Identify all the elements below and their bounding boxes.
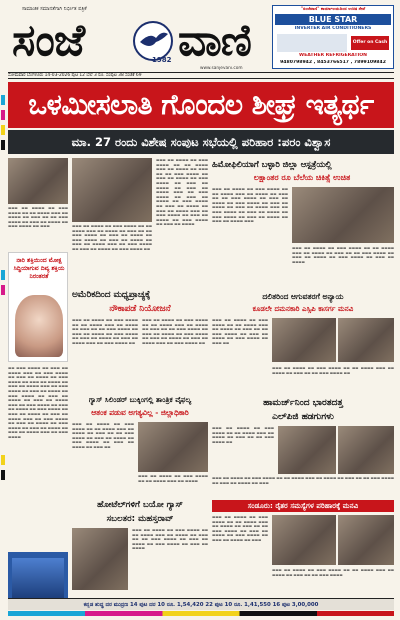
registration-mark-m2 — [1, 285, 5, 295]
masthead — [12, 14, 282, 68]
gas-title: ಗ್ಯಾಸ್ ಸಿಲಿಂಡರ್ ಬುಕ್ಕಿಂಗಲ್ಲಿ ತಾಂತ್ರಿಕ ವೈಫಲ್ಯ — [88, 395, 192, 404]
masthead-left: ಸಂಜೆ — [12, 15, 85, 66]
usa-subtitle: ನೌಕಾಪಡೆ ನಿಯೋಜನೆ — [109, 304, 171, 314]
registration-mark-k2 — [1, 470, 5, 480]
registration-mark-c2 — [1, 270, 5, 280]
left-column-text: ▬▬▬ ▬▬ ▬▬▬▬ ▬▬ ▬▬▬ ▬▬▬▬ ▬▬ ▬▬ ▬▬▬▬ ▬▬▬ ▬▬ ▬▬▬▬ ▬▬ ▬▬▬ ▬▬ ▬▬ ▬▬▬ ▬▬▬▬ ▬▬ ▬▬▬ ▬▬ ▬▬▬▬ ▬▬ ▬▬▬ ▬▬▬▬ ▬▬ ▬▬▬ — [8, 206, 68, 229]
photo-seer — [8, 158, 68, 204]
hospital-text: ▬▬▬ ▬▬ ▬▬▬▬ ▬▬ ▬▬▬ ▬▬▬▬ ▬▬ ▬▬ ▬▬▬▬ ▬▬▬ ▬▬ ▬▬▬▬ ▬▬ ▬▬▬ ▬▬ ▬▬ ▬▬▬ ▬▬▬▬ ▬▬ ▬▬▬ ▬▬ ▬▬▬▬ ▬▬ ▬▬▬ ▬▬▬▬ ▬▬ ▬▬▬ ▬▬ ▬▬▬▬ ▬▬ ▬▬▬ ▬▬ ▬▬▬▬ ▬▬▬ ▬▬ ▬▬▬ ▬▬▬▬ ▬▬ ▬▬▬ ▬▬ ▬▬▬▬ ▬▬ ▬▬▬ ▬▬▬▬ ▬▬ ▬▬▬ ▬▬ ▬▬▬▬ ▬▬ ▬▬▬ ▬▬ ▬▬▬▬ ▬▬▬ — [212, 187, 288, 224]
dalit-title: ದಲಿತರಿಂದ ಆಗುವತರಗೆ ಅನ್ಯಾಯ — [262, 292, 344, 301]
left-column-lower-text: ▬▬ ▬▬▬ ▬▬▬▬ ▬▬ ▬▬▬ ▬▬ ▬▬▬▬ ▬▬▬ ▬▬ ▬▬▬ ▬▬▬▬ ▬▬ ▬▬▬ ▬▬ ▬▬▬▬ ▬▬ ▬▬▬ ▬▬▬▬ ▬▬ ▬▬▬ ▬▬ ▬▬▬▬ ▬▬ ▬▬▬ ▬▬ ▬▬▬▬ ▬▬▬ ▬▬ ▬▬▬ ▬▬▬▬ ▬▬ ▬▬▬ ▬▬ ▬▬▬▬ ▬▬ ▬▬▬ ▬▬▬▬ ▬▬ ▬▬▬ ▬▬ ▬▬▬▬ ▬▬ ▬▬▬ ▬▬ ▬▬▬▬ ▬▬▬ ▬▬ ▬▬▬ ▬▬▬▬ ▬▬ ▬▬▬ ▬▬ ▬▬▬▬ ▬▬ ▬▬▬ ▬▬▬▬ ▬▬ ▬▬▬ ▬▬ ▬▬▬▬ ▬▬ ▬▬▬ ▬▬ ▬▬▬▬ ▬▬▬ ▬▬ ▬▬▬ ▬▬▬▬ ▬▬ ▬▬▬ ▬▬ ▬▬▬▬ ▬▬ ▬▬▬ ▬▬▬▬ ▬▬ ▬▬▬ ▬▬ ▬▬▬▬ ▬▬ ▬▬▬ ▬▬ ▬▬▬▬ ▬▬▬ ▬▬ ▬▬▬ ▬▬▬▬ — [8, 366, 68, 439]
photo-sandur-2 — [338, 515, 394, 565]
photo-hotel — [72, 528, 128, 590]
hospital-subtitle: ಲಕ್ಷಾಂತರ ರೂ ಬೆಲೆಯ ಚಿಕಿತ್ಸೆ ಉಚಿತ — [253, 173, 351, 182]
gas-text-2: ▬▬▬ ▬▬ ▬▬▬▬ ▬▬ ▬▬▬ ▬▬▬▬ ▬▬ ▬▬ ▬▬▬▬ ▬▬▬ ▬▬ ▬▬▬▬ — [138, 474, 208, 483]
gas-text: ▬▬▬ ▬▬ ▬▬▬▬ ▬▬ ▬▬▬ ▬▬▬▬ ▬▬ ▬▬ ▬▬▬▬ ▬▬▬ ▬▬ ▬▬▬▬ ▬▬ ▬▬▬ ▬▬ ▬▬ ▬▬▬ ▬▬▬▬ ▬▬ ▬▬▬ ▬▬ ▬▬▬▬ ▬▬ ▬▬▬ ▬▬▬▬ ▬▬ ▬▬▬ ▬▬ ▬▬▬▬ ▬▬ ▬▬▬ ▬▬ — [72, 422, 134, 449]
photo-dalit-2 — [338, 318, 394, 362]
registration-mark-y2 — [1, 455, 5, 465]
usa-text: ▬▬▬ ▬▬ ▬▬▬▬ ▬▬ ▬▬▬ ▬▬▬▬ ▬▬ ▬▬ ▬▬▬▬ ▬▬▬ ▬▬ ▬▬▬▬ ▬▬ ▬▬▬ ▬▬ ▬▬ ▬▬▬ ▬▬▬▬ ▬▬ ▬▬▬ ▬▬ ▬▬▬▬ ▬▬ ▬▬▬ ▬▬▬▬ ▬▬ ▬▬▬ ▬▬ ▬▬▬▬ ▬▬ ▬▬▬ ▬▬ ▬▬▬▬ ▬▬▬ ▬▬ ▬▬▬ ▬▬▬▬ ▬▬ — [72, 318, 138, 345]
hamburg-text: ▬▬▬ ▬▬ ▬▬▬▬ ▬▬ ▬▬▬ ▬▬▬▬ ▬▬ ▬▬ ▬▬▬▬ ▬▬▬ ▬▬ ▬▬▬▬ ▬▬ ▬▬▬ ▬▬ ▬▬ ▬▬▬ ▬▬▬▬ ▬▬ — [212, 426, 274, 444]
ad-footer: WEATHER REFRIGERATION — [299, 53, 367, 58]
gas-subtitle: ಆತಂಕ ಪಡುವ ಅಗತ್ಯವಿಲ್ಲ - ಜಿಲ್ಲಾಧಿಕಾರಿ — [91, 408, 189, 417]
top-tagline: ಸಾಮಾಜಿಕ ಸಮಾನತೆಗಾಗಿ ನಿರ್ಭೀತ ಪತ್ರಿಕೆ — [22, 6, 87, 12]
headline: ಒಳಮೀಸಲಾತಿ ಗೊಂದಲ ಶೀಘ್ರ ಇತ್ಯರ್ಥ — [8, 82, 394, 128]
left-bottom-ad[interactable] — [8, 552, 68, 604]
center-column-text: ▬▬▬ ▬▬ ▬▬▬▬ ▬▬ ▬▬▬ ▬▬▬▬ ▬▬ ▬▬ ▬▬▬▬ ▬▬▬ ▬▬ ▬▬▬▬ ▬▬ ▬▬▬ ▬▬ ▬▬ ▬▬▬ ▬▬▬▬ ▬▬ ▬▬▬ ▬▬ ▬▬▬▬ ▬▬ ▬▬▬ ▬▬▬▬ ▬▬ ▬▬▬ ▬▬ ▬▬▬▬ ▬▬ ▬▬▬ ▬▬ ▬▬▬▬ ▬▬▬ ▬▬ ▬▬▬ ▬▬▬▬ ▬▬ ▬▬▬ ▬▬ ▬▬▬▬ ▬▬ ▬▬▬ ▬▬▬▬ ▬▬ ▬▬▬ ▬▬ ▬▬▬▬ ▬▬ ▬▬▬ ▬▬ ▬▬▬▬ ▬▬▬ ▬▬ ▬▬▬ ▬▬▬▬ ▬▬ ▬▬▬ ▬▬ ▬▬▬▬ ▬▬ ▬▬▬ ▬▬▬▬ ▬▬ ▬▬▬ ▬▬ ▬▬▬▬ — [156, 158, 208, 227]
hotel-title: ಹೋಟೆಲ್‌ಗಳಿಗೆ ಬಯೋ ಗ್ಯಾಸ್ — [97, 500, 183, 510]
color-bar — [8, 611, 394, 616]
photo-hamburg-1 — [278, 426, 336, 474]
women-title: ನಾರಿ ಶಕ್ತಿಯಿಂದ ಮೋಕ್ಷ ಸಿದ್ಧಿಯಾಗುವ ದಿವ್ಯ ಶಕ್ತಿಯ ನಿರಂತರತೆ — [13, 257, 65, 280]
ad-ac-unit — [277, 34, 347, 52]
ad-box[interactable] — [272, 5, 394, 69]
dalit-text-2: ▬▬▬ ▬▬ ▬▬▬▬ ▬▬ ▬▬▬ ▬▬▬▬ ▬▬ ▬▬ ▬▬▬▬ ▬▬▬ ▬▬ ▬▬▬▬ ▬▬ ▬▬▬ ▬▬ ▬▬ ▬▬▬ ▬▬▬▬ ▬▬ — [272, 366, 394, 375]
hamburg-text-2: ▬▬▬ ▬▬ ▬▬▬▬ ▬▬ ▬▬▬ ▬▬▬▬ ▬▬ ▬▬ ▬▬▬▬ ▬▬▬ ▬▬ ▬▬▬▬ ▬▬ ▬▬▬ ▬▬ ▬▬ ▬▬▬ ▬▬▬▬ ▬▬ ▬▬▬ ▬▬ ▬▬▬▬ ▬▬ ▬▬▬ — [212, 476, 394, 485]
photo-ceremony — [72, 158, 152, 222]
women-box — [8, 252, 68, 362]
subheadline: ಮಾ. 27 ರಂದು ವಿಶೇಷ ಸಂಪುಟ ಸಭೆಯಲ್ಲಿ ಪರಿಹಾರ :ಪರಂ ವಿಶ್ವಾಸ — [8, 130, 394, 154]
registration-mark-m — [1, 110, 5, 120]
website: www.sanjevani.com — [200, 66, 243, 71]
sandur-text: ▬▬▬ ▬▬ ▬▬▬▬ ▬▬ ▬▬▬ ▬▬▬▬ ▬▬ ▬▬ ▬▬▬▬ ▬▬▬ ▬▬ ▬▬▬▬ ▬▬ ▬▬▬ ▬▬ ▬▬ ▬▬▬ ▬▬▬▬ ▬▬ ▬▬▬ ▬▬ ▬▬▬▬ ▬▬ ▬▬▬ ▬▬▬▬ ▬▬ ▬▬▬ ▬▬ ▬▬▬▬ ▬▬ ▬▬▬ — [212, 515, 268, 542]
ad-phone: 9480798942 , 8453766517 , 7899109842 — [280, 60, 386, 65]
dalit-text: ▬▬▬ ▬▬ ▬▬▬▬ ▬▬ ▬▬▬ ▬▬▬▬ ▬▬ ▬▬ ▬▬▬▬ ▬▬▬ ▬▬ ▬▬▬▬ ▬▬ ▬▬▬ ▬▬ ▬▬ ▬▬▬ ▬▬▬▬ ▬▬ ▬▬▬ ▬▬ ▬▬▬▬ ▬▬ ▬▬▬ ▬▬▬▬ ▬▬ ▬▬▬ ▬▬ — [212, 318, 268, 345]
hospital-text-2: ▬▬▬ ▬▬ ▬▬▬▬ ▬▬ ▬▬▬ ▬▬▬▬ ▬▬ ▬▬ ▬▬▬▬ ▬▬▬ ▬▬ ▬▬▬▬ ▬▬ ▬▬▬ ▬▬ ▬▬ ▬▬▬ ▬▬▬▬ ▬▬ ▬▬▬ ▬▬ ▬▬▬▬ ▬▬ ▬▬▬ ▬▬▬▬ ▬▬ ▬▬▬ ▬▬ ▬▬▬▬ — [292, 246, 394, 264]
hamburg-subtitle: ಎಲ್‌ಪಿಜಿ ಹಡಗುಗಳು — [272, 412, 334, 422]
ad-brand: BLUE STAR — [275, 14, 391, 25]
footer-bar: ಕನ್ನಡ ಶುದ್ಧ ದರ ಮುದ್ರಣ 14 ಪುಟ ದರ 10 ರೂ. 1,54,420 22 ಪುಟ 10 ರೂ. 1,41,550 16 ಪುಟ 3,00,000 — [8, 598, 394, 610]
masthead-right: ವಾಣಿ — [178, 15, 251, 66]
registration-mark-c — [1, 95, 5, 105]
center-left-text: ▬▬▬ ▬▬ ▬▬▬▬ ▬▬ ▬▬▬ ▬▬▬▬ ▬▬ ▬▬ ▬▬▬▬ ▬▬▬ ▬▬ ▬▬▬▬ ▬▬ ▬▬▬ ▬▬ ▬▬ ▬▬▬ ▬▬▬▬ ▬▬ ▬▬▬ ▬▬ ▬▬▬▬ ▬▬ ▬▬▬ ▬▬▬▬ ▬▬ ▬▬▬ ▬▬ ▬▬▬▬ ▬▬ ▬▬▬ ▬▬ ▬▬▬▬ ▬▬▬ ▬▬ ▬▬▬ ▬▬▬▬ ▬▬ ▬▬▬ ▬▬ ▬▬▬▬ ▬▬ ▬▬▬ ▬▬▬▬ ▬▬ — [72, 224, 152, 251]
photo-hamburg-2 — [338, 426, 394, 474]
photo-dalit-1 — [272, 318, 336, 362]
photo-hospital — [292, 187, 394, 243]
photo-official — [138, 422, 208, 472]
ad-banner-top: "ಸಂಜೆವಾಣಿ" ಕಾರ್ಯಾಲಯದಿಂದ ಉಚಿತ ಸೇವೆ — [300, 6, 366, 11]
photo-sandur-1 — [272, 515, 336, 565]
hospital-title: ಹಿಮೋಫಿಲಿಯಾಗೆ ಬಳ್ಳಾರಿ ಜಿಲ್ಲಾ ಆಸ್ಪತ್ರೆಯಲ್ಲಿ — [212, 159, 332, 169]
usa-title: ಅಮೆರಿಕದಿಂದ ಮಧ್ಯಪ್ರಾಚ್ಯಕ್ಕೆ — [72, 290, 151, 300]
hamburg-title: ಹಾಮರ್ಜ್‌ನಿಂದ ಭಾರತದತ್ತ — [263, 398, 343, 408]
sandur-title: ಸಂಡೂರು: ರೈತರ ಸಮಸ್ಯೆಗಳ ಪರಿಹಾರಕ್ಕೆ ಮನವಿ — [212, 500, 394, 512]
hotel-text: ▬▬▬ ▬▬ ▬▬▬▬ ▬▬ ▬▬▬ ▬▬▬▬ ▬▬ ▬▬ ▬▬▬▬ ▬▬▬ ▬▬ ▬▬▬▬ ▬▬ ▬▬▬ ▬▬ ▬▬ ▬▬▬ ▬▬▬▬ ▬▬ ▬▬▬ ▬▬ ▬▬▬▬ ▬▬ ▬▬▬ ▬▬▬▬ ▬▬ ▬▬▬ ▬▬ ▬▬▬▬ — [132, 528, 208, 551]
masthead-year: 1982 — [152, 56, 172, 64]
photo-woman — [15, 295, 63, 357]
registration-mark-y — [1, 125, 5, 135]
ad-image — [12, 558, 64, 598]
dalit-subtitle: ಕೂಡಲೇ ದಮನಕಾರಿ ಎಸ್ಸಿಪಿ ಕಾಸರ್ಗ ಮನವಿ — [252, 304, 354, 313]
sandur-text-2: ▬▬▬ ▬▬ ▬▬▬▬ ▬▬ ▬▬▬ ▬▬▬▬ ▬▬ ▬▬ ▬▬▬▬ ▬▬▬ ▬▬ ▬▬▬▬ ▬▬ ▬▬▬ ▬▬ ▬▬ ▬▬▬ ▬▬▬▬ — [272, 568, 394, 577]
dateline: ಸೋಮವಾರ ಬೆಂಗಳೂರು 14-03-2026 ಪುಟ 12 ಬೆಲೆ 3 ರೂ. ಸಂಪುಟ 38 ಸಂಚಿಕೆ 69 — [8, 72, 394, 79]
registration-mark-k — [1, 140, 5, 150]
usa-text-2: ▬▬▬ ▬▬ ▬▬▬▬ ▬▬ ▬▬▬ ▬▬▬▬ ▬▬ ▬▬ ▬▬▬▬ ▬▬▬ ▬▬ ▬▬▬▬ ▬▬ ▬▬▬ ▬▬ ▬▬ ▬▬▬ ▬▬▬▬ ▬▬ ▬▬▬ ▬▬ ▬▬▬▬ ▬▬ ▬▬▬ ▬▬▬▬ ▬▬ ▬▬▬ ▬▬ ▬▬▬▬ ▬▬ ▬▬▬ ▬▬ ▬▬▬▬ ▬▬▬ ▬▬ ▬▬▬ ▬▬▬▬ ▬▬ — [142, 318, 208, 345]
ad-subtitle: INVERTER AIR CONDITIONERS — [294, 26, 372, 31]
ad-offer: Offer on Cash — [351, 36, 389, 50]
hotel-subtitle: ಸಬಲತರ: ಮಹಸ್ತರಾವ್ — [106, 514, 174, 524]
left-column-top — [8, 158, 68, 250]
